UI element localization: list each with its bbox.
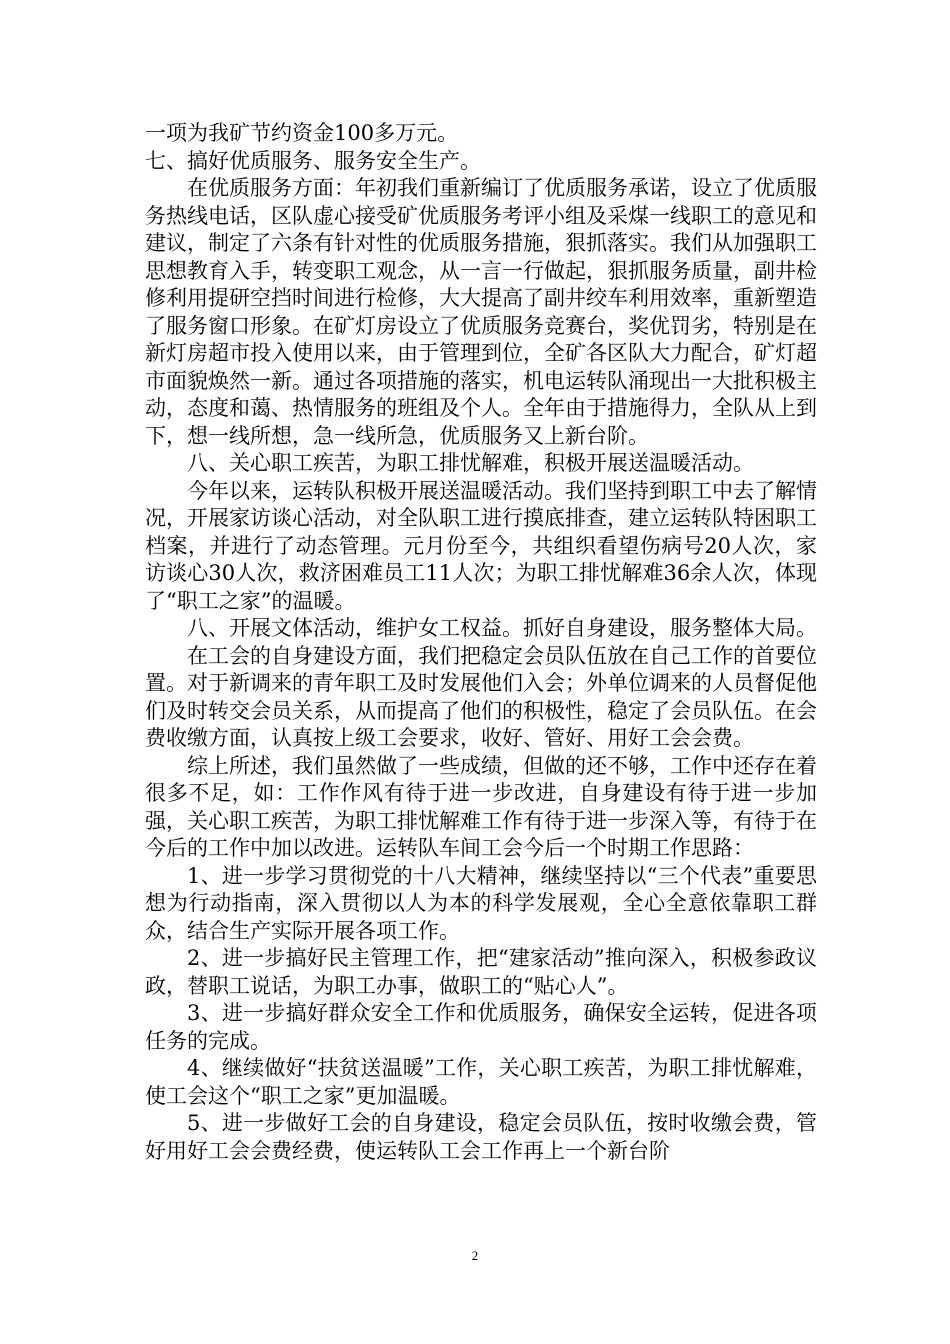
document-body (145, 120, 817, 1165)
section-heading-8-culture: 八、开展文体活动，维护女工权益。抓好自身建设，服务整体大局。 (187, 616, 817, 640)
paragraph-continuation: 一项为我矿节约资金100多万元。 (145, 121, 459, 145)
section-heading-8-care: 八、关心职工疾苦，为职工排忧解难，积极开展送温暖活动。 (187, 451, 754, 475)
page-number: 2 (471, 1248, 479, 1263)
paragraph-warmth-activities: 今年以来，运转队积极开展送温暖活动。我们坚持到职工中去了解情况，开展家访谈心活动，对全队职工进行摸底排查，建立运转队特困职工档案，并进行了动态管理。元月份至今，共组织看望伤病号20人次，家访谈心30人次，救济困难员工11人次；为职工排忧解难36余人次，体现了“职工之家”的温暖。 (145, 478, 817, 613)
section-heading-7: 七、搞好优质服务、服务安全生产。 (145, 148, 481, 173)
paragraph-quality-service: 在优质服务方面：年初我们重新编订了优质服务承诺，设立了优质服务热线电话，区队虚心接受矿优质服务考评小组及采煤一线职工的意见和建议，制定了六条有针对性的优质服务措施，狠抓落实。我们从加强职工思想教育入手，转变职工观念，从一言一行做起，狠抓服务质量，副井检修利用提研空挡时间进行检修，大大提高了副井绞车利用效率，重新塑造了服务窗口形象。在矿灯房设立了优质服务竞赛台，奖优罚劣，特别是在新灯房超市投入使用以来，由于管理到位，全矿各区队大力配合，矿灯超市面貌焕然一新。通过各项措施的落实，机电运转队涌现出一大批积极主动，态度和蔼、热情服务的班组及个人。全年由于措施得力，全队从上到下，想一线所想，急一线所急，优质服务又上新台阶。 (145, 176, 817, 448)
paragraph-self-building: 在工会的自身建设方面，我们把稳定会员队伍放在自己工作的首要位置。对于新调来的青年职工及时发展他们入会；外单位调来的人员督促他们及时转交会员关系，从而提高了他们的积极性，稳定了会员队伍。在会费收缴方面，认真按上级工会要求，收好、管好、用好工会会费。 (145, 643, 817, 750)
list-item-2: 2、进一步搞好民主管理工作，把“建家活动”推向深入，积极参政议政，替职工说话，为职工办事，做职工的“贴心人”。 (145, 946, 817, 998)
paragraph-summary: 综上所述，我们虽然做了一些成绩，但做的还不够，工作中还存在着很多不足，如：工作作风有待于进一步改进，自身建设有待于进一步加强，关心职工疾苦，为职工排忧解难工作有待于进一步深入等，有待于在今后的工作中加以改进。运转队车间工会今后一个时期工作思路： (145, 753, 817, 860)
list-item-4: 4、继续做好“扶贫送温暖”工作，关心职工疾苦，为职工排忧解难，使工会这个“职工之家”更加温暖。 (145, 1056, 817, 1108)
list-item-3: 3、进一步搞好群众安全工作和优质服务，确保安全运转，促进各项任务的完成。 (145, 1001, 817, 1053)
list-item-5: 5、进一步做好工会的自身建设，稳定会员队伍，按时收缴会费，管好用好工会会费经费，使运转队工会工作再上一个新台阶 (145, 1111, 817, 1163)
list-item-1: 1、进一步学习贯彻党的十八大精神，继续坚持以“三个代表”重要思想为行动指南，深入贯彻以人为本的科学发展观，全心全意依靠职工群众，结合生产实际开展各项工作。 (145, 863, 817, 943)
